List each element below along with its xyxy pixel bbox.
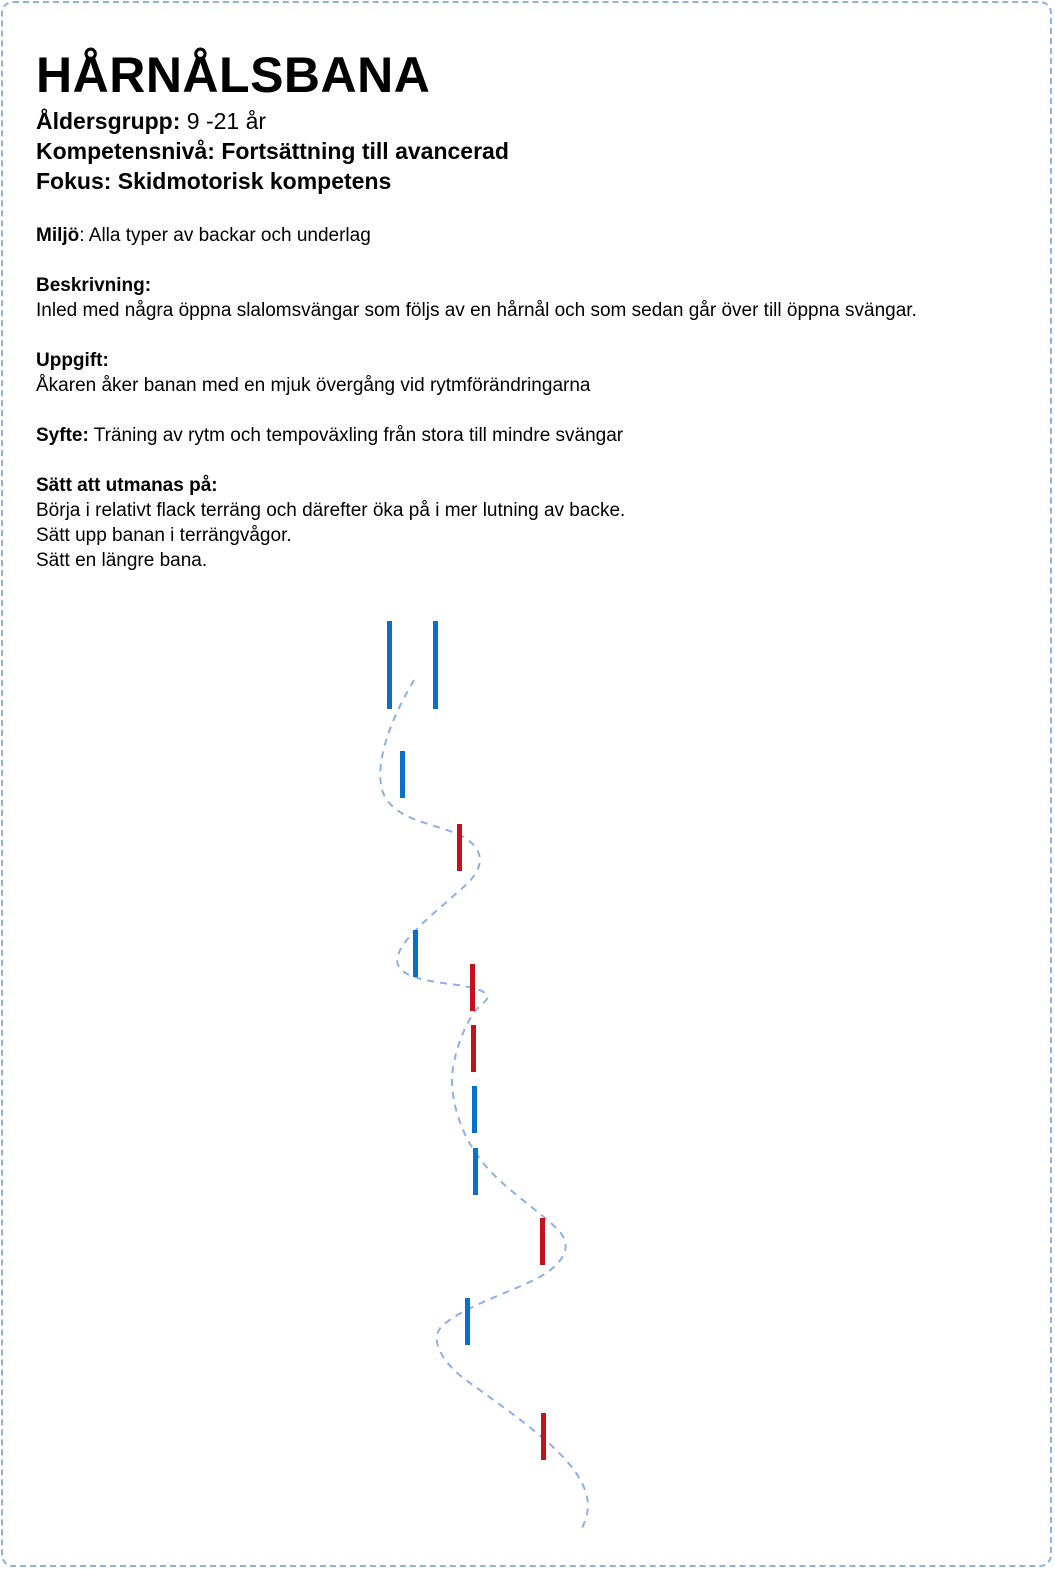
description-text: Inled med några öppna slalomsvängar som följs av en hårnål och som sedan går över till öppna svängar. — [36, 300, 917, 321]
challenge-line: Sätt upp banan i terrängvågor. — [36, 525, 292, 546]
gate-red — [541, 1413, 546, 1460]
skier-path — [380, 680, 588, 1528]
start-gate-right — [433, 621, 438, 709]
environment-value: : Alla typer av backar och underlag — [79, 225, 371, 246]
gate-red — [457, 824, 462, 871]
challenge-line: Sätt en längre bana. — [36, 550, 208, 571]
challenge-label: Sätt att utmanas på: — [36, 475, 218, 496]
description-label: Beskrivning: — [36, 275, 152, 296]
challenge-line: Börja i relativt flack terräng och därefter öka på i mer lutning av backe. — [36, 500, 626, 521]
competence-level-label: Kompetensnivå: Fortsättning till avancerad — [36, 138, 509, 164]
age-group-label: Åldersgrupp: — [36, 108, 181, 134]
gate-blue — [400, 751, 405, 798]
hairpin-gate-blue — [473, 1148, 478, 1195]
gate-blue — [465, 1298, 470, 1345]
hairpin-gate-red — [470, 964, 475, 1011]
hairpin-gate-blue — [472, 1086, 477, 1133]
purpose-text: Träning av rytm och tempoväxling från stora till mindre svängar — [88, 425, 624, 446]
hairpin-gate-red — [471, 1025, 476, 1072]
start-gate-left — [387, 621, 392, 709]
task-text: Åkaren åker banan med en mjuk övergång vid rytmförändringarna — [36, 375, 591, 396]
environment-label: Miljö — [36, 225, 80, 246]
page-title: HÅRNÅLSBANA — [36, 47, 431, 103]
age-group-value: 9 -21 år — [180, 108, 267, 134]
task-label: Uppgift: — [36, 350, 109, 371]
gate-red — [540, 1218, 545, 1265]
purpose-label: Syfte: — [36, 425, 89, 446]
gate-blue — [413, 930, 418, 977]
focus-label: Fokus: Skidmotorisk kompetens — [36, 168, 392, 194]
